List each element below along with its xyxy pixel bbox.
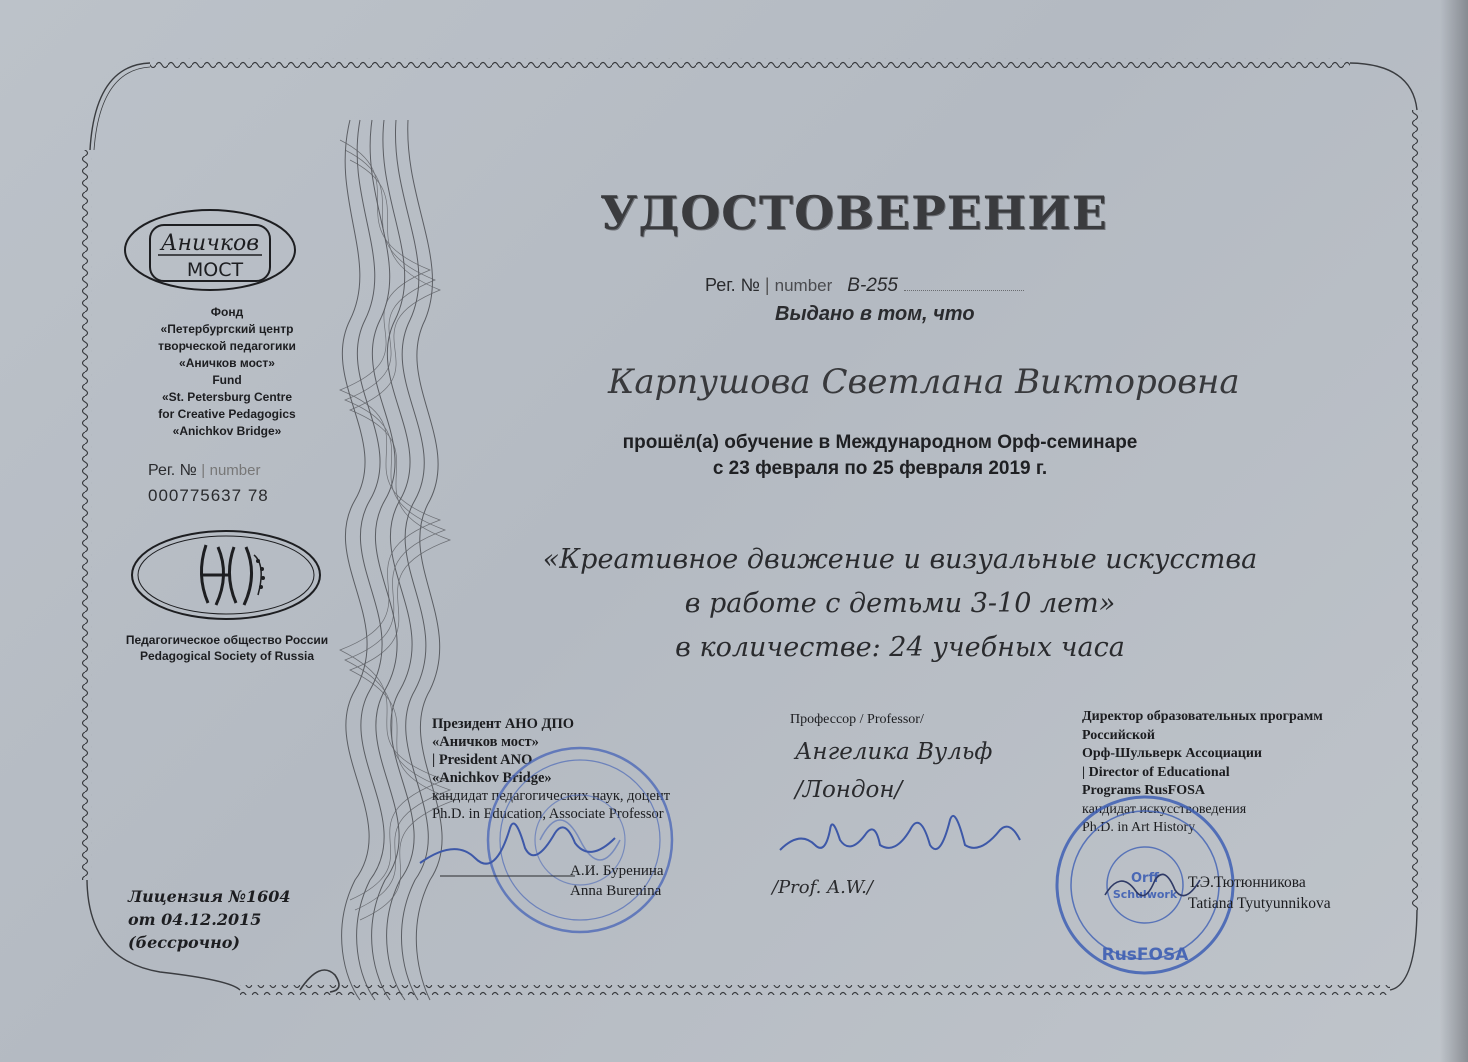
recipient-name: Карпушова Светлана Викторовна (608, 362, 1240, 402)
pedagogical-society-text: Педагогическое общество России Pedagogical Society of Russia (125, 633, 329, 663)
professor-signature (770, 790, 1030, 870)
registration-number: Рег. № | number B-255 (705, 275, 1024, 297)
fund-reg-number: 000775637 78 (148, 486, 269, 505)
svg-text:Schulwork: Schulwork (1112, 888, 1178, 901)
certificate-title: УДОСТОВЕРЕНИЕ (600, 186, 1108, 240)
svg-text:RusFOSA: RusFOSA (1101, 945, 1189, 965)
professor-header: Профессор / Professor/ (790, 712, 924, 727)
anichkov-most-logo (120, 205, 300, 295)
course-title: «Креативное движение и визуальные искусства в работе с детьми 3-10 лет» в количестве: 24 учебных часа (542, 544, 1258, 663)
pedagogical-society-logo (126, 525, 326, 625)
fund-description: Фонд «Петербургский центр творческой педагогики «Аничков мост» Fund «St. Petersburg Centre for Creative Pedagogics «Anichkov Bridge» (158, 305, 296, 438)
svg-text:Аничков: Аничков (160, 231, 260, 256)
training-text: прошёл(а) обучение в Международном Орф-семинаре с 23 февраля по 25 февраля 2019 г. (622, 432, 1138, 479)
professor-name: Ангелика Вульф /Лондон/ (795, 739, 993, 803)
director-info: Директор образовательных программ Российской Орф-Шульверк Ассоциации | Director of Educational Programs RusFOSA кандидат искусствоведения Ph.D. in Art History (1082, 709, 1323, 835)
professor-signature-label: /Prof. A.W./ (772, 877, 873, 898)
fund-reg-label: Рег. № | number (148, 462, 261, 479)
license-info: Лицензия №1604 от 04.12.2015 (бессрочно) (128, 887, 291, 952)
president-name: А.И. Буренина Anna Burenina (570, 863, 664, 899)
director-name: Т.Э.Тютюнникова Tatiana Tyutyunnikova (1188, 874, 1331, 912)
svg-text:МОСТ: МОСТ (186, 259, 244, 281)
issued-to-label: Выдано в том, что (775, 303, 975, 325)
svg-text:Orff: Orff (1131, 871, 1159, 886)
president-info: Президент АНО ДПО «Аничков мост» | President ANO «Anichkov Bridge» кандидат педагогических наук, доцент Ph.D. in Education, Associate Professor (432, 716, 671, 822)
